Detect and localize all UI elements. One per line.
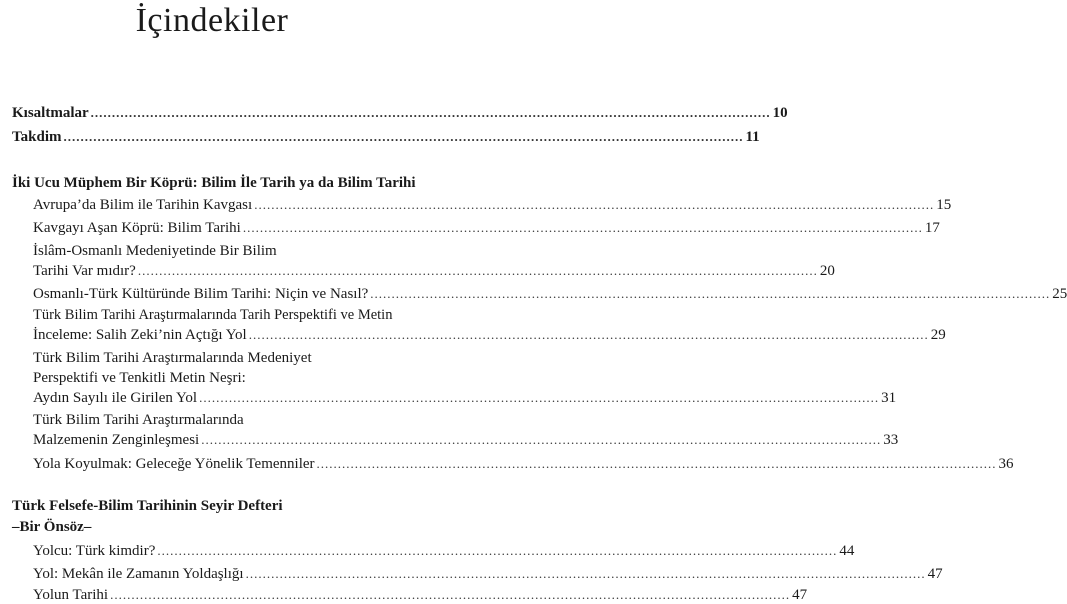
dot-leader: ................................................................................................................................................................ — [63, 129, 744, 144]
toc-entry-osmanli[interactable] — [33, 285, 1067, 303]
toc-entry-yol[interactable] — [33, 565, 943, 583]
toc-page-number: 44 — [839, 543, 855, 559]
toc-entry-text: Tarihi Var mıdır? — [33, 263, 136, 279]
toc-entry-text: Yola Koyulmak: Geleceğe Yönelik Temenniler — [33, 456, 315, 472]
dot-leader: ................................................................................................................................................................ — [254, 197, 935, 212]
toc-entry-turk-tarih-line1[interactable]: Türk Bilim Tarihi Araştırmalarında Tarih Perspektifi ve Metin — [33, 307, 393, 323]
toc-entry-islam-line1[interactable]: İslâm-Osmanlı Medeniyetinde Bir Bilim — [33, 243, 277, 259]
toc-entry-text: Osmanlı-Türk Kültüründe Bilim Tarihi: Niçin ve Nasıl? — [33, 286, 369, 302]
dot-leader: ................................................................................................................................................................ — [316, 456, 997, 471]
toc-entry-turk-tarih[interactable] — [33, 326, 946, 344]
toc-entry-yola[interactable] — [33, 455, 1014, 473]
toc-page-number: 29 — [930, 327, 946, 343]
toc-entry-kisaltmalar[interactable] — [12, 104, 788, 122]
toc-entry-turk-medeniyet-line1[interactable]: Türk Bilim Tarihi Araştırmalarında Medeniyet — [33, 350, 312, 366]
dot-leader: ................................................................................................................................................................ — [370, 286, 1051, 301]
toc-page-number: 47 — [927, 566, 943, 582]
toc-entry-text: Kısaltmalar — [12, 105, 89, 121]
dot-leader: ................................................................................................................................................................ — [90, 105, 771, 120]
dot-leader: ................................................................................................................................................................ — [157, 543, 838, 558]
toc-entry-takdim[interactable] — [12, 128, 760, 146]
toc-page-number: 31 — [881, 390, 897, 406]
dot-leader: ................................................................................................................................................................ — [242, 220, 923, 235]
toc-entry-text: Malzemenin Zenginleşmesi — [33, 432, 200, 448]
toc-entry-kavgayi[interactable] — [33, 219, 940, 237]
toc-entry-text: Takdim — [12, 129, 62, 145]
toc-entry-avrupa[interactable] — [33, 196, 952, 214]
dot-leader: ................................................................................................................................................................ — [110, 587, 791, 602]
dot-leader: ................................................................................................................................................................ — [137, 263, 818, 278]
toc-page-number: 47 — [792, 587, 808, 603]
toc-entry-text: Kavgayı Aşan Köprü: Bilim Tarihi — [33, 220, 241, 236]
toc-entry-islam[interactable] — [33, 262, 835, 280]
toc-entry-turk-malzeme[interactable] — [33, 431, 899, 449]
page-title: İçindekiler — [135, 2, 289, 39]
toc-entry-turk-medeniyet-line2[interactable]: Perspektifi ve Tenkitli Metin Neşri: — [33, 370, 246, 386]
dot-leader: ................................................................................................................................................................ — [248, 327, 929, 342]
dot-leader: ................................................................................................................................................................ — [245, 566, 926, 581]
toc-entry-yolun[interactable] — [33, 586, 808, 604]
toc-page-number: 36 — [998, 456, 1014, 472]
toc-entry-text: Yolcu: Türk kimdir? — [33, 543, 156, 559]
toc-entry-turk-malzeme-line1[interactable]: Türk Bilim Tarihi Araştırmalarında — [33, 412, 244, 428]
section-subheading: –Bir Önsöz– — [12, 519, 92, 535]
section-heading[interactable]: Türk Felsefe-Bilim Tarihinin Seyir Defteri — [12, 498, 283, 514]
toc-page-number: 15 — [936, 197, 952, 213]
toc-page-number: 10 — [772, 105, 788, 121]
toc-entry-yolcu[interactable] — [33, 542, 855, 560]
toc-page-number: 17 — [924, 220, 940, 236]
toc-entry-turk-medeniyet[interactable] — [33, 389, 897, 407]
dot-leader: ................................................................................................................................................................ — [199, 390, 880, 405]
toc-page-number: 25 — [1052, 286, 1067, 302]
toc-entry-text: İnceleme: Salih Zeki’nin Açtığı Yol — [33, 327, 247, 343]
toc-page-number: 11 — [745, 129, 760, 145]
dot-leader: ................................................................................................................................................................ — [201, 432, 882, 447]
toc-entry-text: Aydın Sayılı ile Girilen Yol — [33, 390, 198, 406]
toc-entry-text: Yol: Mekân ile Zamanın Yoldaşlığı — [33, 566, 244, 582]
toc-entry-text: Avrupa’da Bilim ile Tarihin Kavgası — [33, 197, 253, 213]
toc-page-number: 33 — [883, 432, 899, 448]
toc-page-number: 20 — [819, 263, 835, 279]
section-heading[interactable]: İki Ucu Müphem Bir Köprü: Bilim İle Tarih ya da Bilim Tarihi — [12, 175, 416, 191]
toc-entry-text: Yolun Tarihi — [33, 587, 109, 603]
